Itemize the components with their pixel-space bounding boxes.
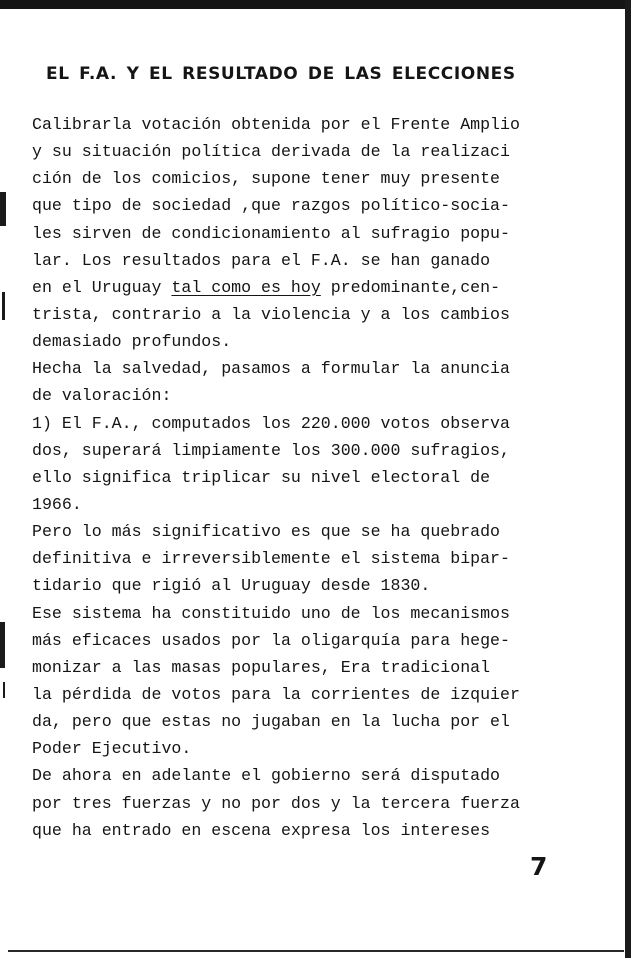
text-segment: definitiva e irreversiblemente el sistema bipar-	[32, 549, 510, 569]
text-line	[32, 790, 607, 817]
text-segment: 1) El F.A., computados los 220.000 votos observa	[32, 413, 510, 433]
text-segment: lar. Los resultados para el F.A. se han ganado	[32, 250, 491, 270]
text-line	[32, 220, 607, 247]
text-segment: y su situación política derivada de la realizaci	[32, 142, 510, 162]
text-segment: que ha entrado en escena expresa los intereses	[32, 820, 491, 840]
text-segment: predominante,cen-	[320, 277, 501, 297]
text-line	[32, 518, 607, 545]
text-line	[32, 817, 607, 844]
scan-top-edge	[0, 0, 631, 9]
text-segment: tidario que rigió al Uruguay desde 1830.	[32, 576, 431, 596]
text-segment: Pero lo más significativo es que se ha quebrado	[32, 522, 501, 542]
underlined-phrase: tal como es hoy	[171, 277, 321, 297]
text-line	[32, 708, 607, 735]
text-line	[32, 328, 607, 355]
document-body	[32, 111, 607, 844]
text-line	[32, 572, 607, 599]
text-segment: De ahora en adelante el gobierno será disputado	[32, 766, 501, 786]
text-segment: trista, contrario a la violencia y a los cambios	[32, 304, 510, 324]
text-segment: Ese sistema ha constituido uno de los mecanismos	[32, 603, 510, 623]
scan-margin-mark	[0, 192, 6, 226]
text-segment: Poder Ejecutivo.	[32, 739, 192, 759]
scan-right-edge	[625, 0, 631, 958]
text-line	[32, 762, 607, 789]
text-line	[32, 735, 607, 762]
text-line	[32, 274, 607, 301]
text-segment: Calibrarla votación obtenida por el Frente Amplio	[32, 115, 520, 134]
text-line	[32, 301, 607, 328]
page-number: 7	[530, 852, 548, 881]
text-line	[32, 247, 607, 274]
text-segment: da, pero que estas no jugaban en la lucha por el	[32, 712, 510, 732]
scan-margin-mark	[3, 682, 5, 698]
text-segment: ción de los comicios, supone tener muy presente	[32, 169, 501, 189]
text-segment: demasiado profundos.	[32, 332, 232, 352]
text-segment: más eficaces usados por la oligarquía para hege-	[32, 630, 510, 650]
text-line	[32, 627, 607, 654]
text-segment: la pérdida de votos para la corrientes de izquier	[32, 684, 520, 704]
text-segment: monizar a las masas populares, Era tradicional	[32, 657, 491, 677]
text-line	[32, 165, 607, 192]
text-line	[32, 600, 607, 627]
text-line	[32, 654, 607, 681]
text-line	[32, 464, 607, 491]
text-segment: de valoración:	[32, 386, 172, 406]
text-line	[32, 437, 607, 464]
text-segment: 1966.	[32, 494, 82, 514]
text-line	[32, 410, 607, 437]
text-segment: por tres fuerzas y no por dos y la tercera fuerza	[32, 793, 520, 813]
text-segment: que tipo de sociedad ,que razgos político-socia-	[32, 196, 510, 216]
scan-margin-mark	[0, 622, 5, 668]
text-line	[32, 545, 607, 572]
text-segment: les sirven de condicionamiento al sufragio popu-	[32, 223, 510, 243]
text-line	[32, 681, 607, 708]
scan-margin-mark	[2, 292, 5, 320]
text-segment: ello significa triplicar su nivel electoral de	[32, 467, 491, 487]
scan-bottom-edge	[8, 950, 624, 952]
text-line	[32, 192, 607, 219]
text-line	[32, 355, 607, 382]
text-line	[32, 111, 607, 138]
document-heading: EL F.A. Y EL RESULTADO DE LAS ELECCIONES	[46, 64, 516, 84]
text-line	[32, 491, 607, 518]
text-segment: Hecha la salvedad, pasamos a formular la anuncia	[32, 359, 510, 379]
text-line	[32, 382, 607, 409]
text-line	[32, 138, 607, 165]
text-segment: dos, superará limpiamente los 300.000 sufragios,	[32, 440, 510, 460]
text-segment: en el Uruguay	[32, 277, 172, 297]
